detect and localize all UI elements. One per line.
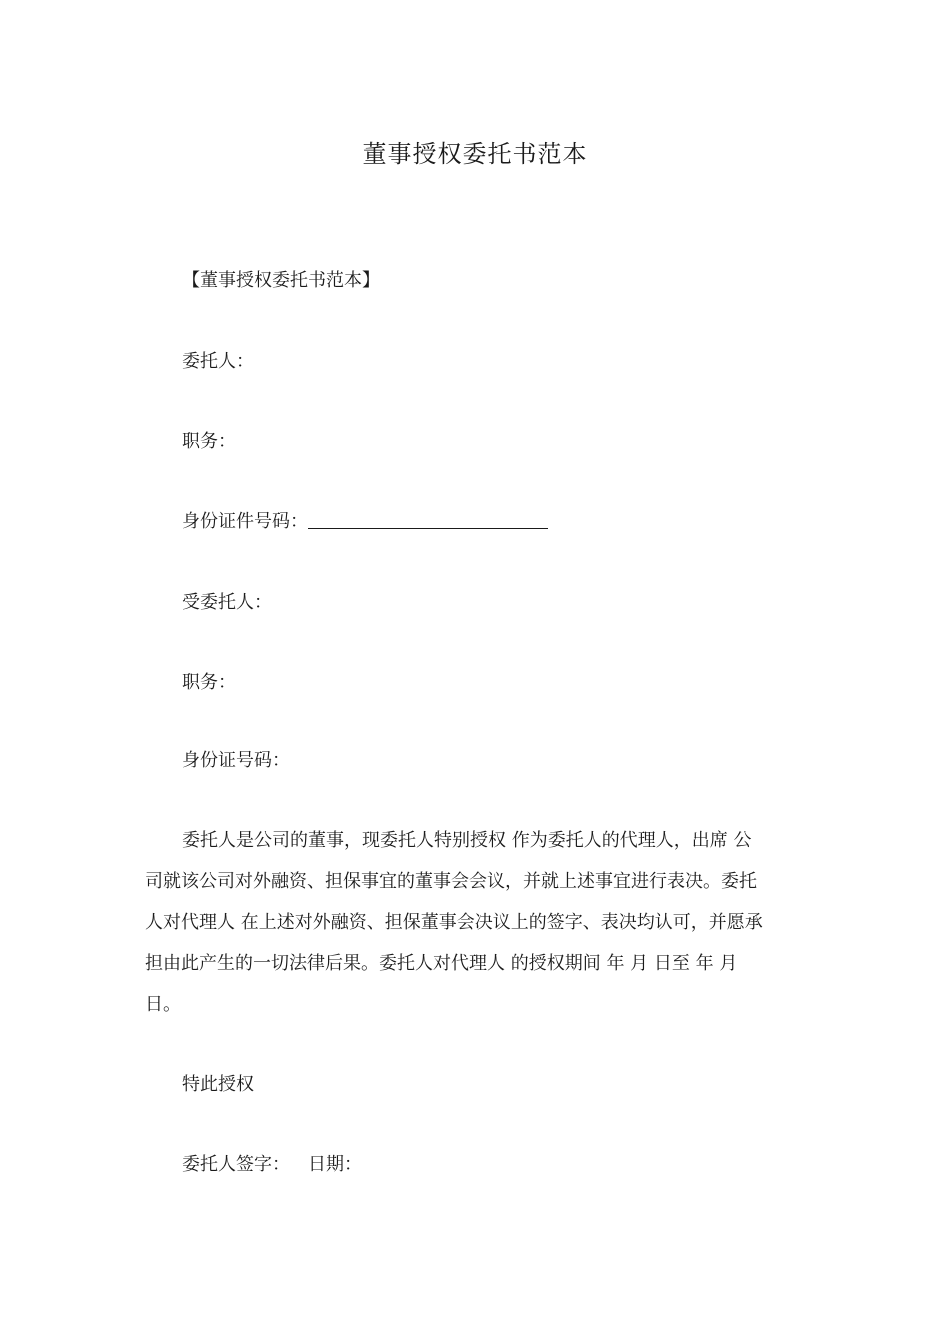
agent-id-label: 身份证号码： [182, 750, 290, 771]
date-label: 日期： [308, 1154, 362, 1175]
document-subtitle: 【董事授权委托书范本】 [182, 270, 380, 291]
principal-label: 委托人： [182, 351, 254, 372]
document-title: 董事授权委托书范本 [362, 140, 588, 168]
signature-row [182, 1150, 362, 1176]
paragraph-line: 人对代理人 在上述对外融资、担保董事会决议上的签字、表决均认可，并愿承 [145, 912, 763, 933]
closing-text: 特此授权 [182, 1074, 254, 1095]
authorization-paragraph [145, 820, 807, 1025]
id-number-blank[interactable] [308, 510, 548, 529]
principal-id-row [182, 507, 548, 533]
principal-id-label: 身份证件号码： [182, 511, 308, 532]
paragraph-line: 日。 [145, 994, 181, 1015]
paragraph-line: 担由此产生的一切法律后果。委托人对代理人 的授权期间 年 月 日至 年 月 [145, 953, 738, 974]
agent-label: 受委托人： [182, 592, 272, 613]
paragraph-line: 司就该公司对外融资、担保事宜的董事会会议，并就上述事宜进行表决。委托 [145, 871, 757, 892]
paragraph-line: 委托人是公司的董事，现委托人特别授权 作为委托人的代理人，出席 公 [182, 830, 752, 851]
agent-position-label: 职务： [182, 672, 236, 693]
principal-position-label: 职务： [182, 431, 236, 452]
signature-label: 委托人签字： [182, 1154, 290, 1175]
